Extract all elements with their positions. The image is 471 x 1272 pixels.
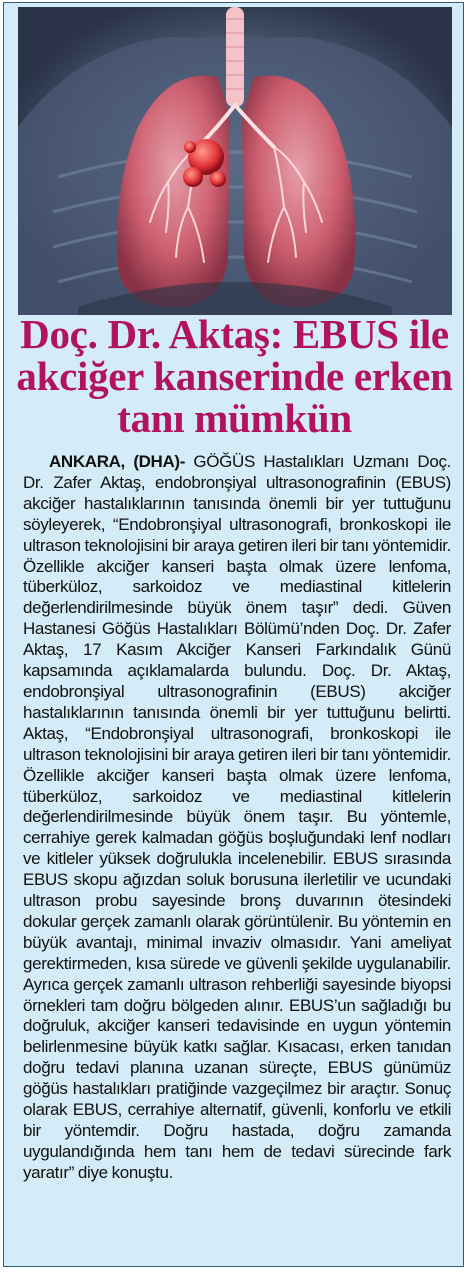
lungs-illustration — [18, 7, 452, 315]
article-text: GÖĞÜS Hastalıkları Uzmanı Doç. Dr. Zafer Aktaş, endobronşiyal ultrasonografinin (EBUS) akciğer hastalıklarının tanısında önemli bir yer tuttuğunu söyleyerek, “Endobronşiyal ultrasonografi, bronkoskopi ile ultrason teknolojisini bir araya getiren ileri bir tanı yöntemidir. Özellikle akciğer kanseri başta olmak üzere lenfoma, tüberküloz, sarkoidoz ve mediastinal kitlelerin değerlendirilmesinde büyük önem taşır” dedi. Güven Hastanesi Göğüs Hastalıkları Bölümü’nden Doç. Dr. Zafer Aktaş, 17 Kasım Akciğer Kanseri Farkındalık Günü kapsamında açıklamalarda bulundu. Doç. Dr. Aktaş, endobronşiyal ultrasonografinin (EBUS) akciğer hastalıklarının tanısında önemli bir yer tuttuğunu belirtti. Aktaş, “Endobronşiyal ultrasonografi, bronkoskopi ile ultrason teknolojisini bir araya getiren ileri bir tanı yöntemidir. Özellikle akciğer kanseri başta olmak üzere lenfoma, tüberküloz, sarkoidoz ve mediastinal kitlelerin değerlendirilmesinde büyük önem taşır. Bu yöntemle, cerrahiye gerek kalmadan göğüs boşluğundaki lenf nodları ve kitleler yüksek doğrulukla incelenebilir. EBUS sırasında EBUS skopu ağızdan soluk borusuna ilerletilir ve ucundaki ultrason probu sayesinde bronş duvarının ötesindeki dokular gerçek zamanlı olarak görüntülenir. Bu yöntemin en büyük avantajı, minimal invaziv olmasıdır. Yani ameliyat gerektirmeden, kısa sürede ve güvenli şekilde uygulanabilir. Ayrıca gerçek zamanlı ultrason rehberliği sayesinde biyopsi örnekleri tam doğru bölgeden alınır. EBUS’un sağladığı bu doğruluk, akciğer kanseri tedavisinde en uygun yöntemin belirlenmesine büyük katkı sağlar. Kısacası, erken tanıdan doğru tedavi planına uzanan süreçte, EBUS günümüz göğüs hastalıkları pratiğinde vazgeçilmez bir araçtır. Sonuç olarak EBUS, cerrahiye alternatif, güvenli, konforlu ve etkili bir yöntemdir. Doğru hastada, doğru zamanda uygulandığında hem tanı hem de tedavi sürecinde fark yaratır” diye konuştu. — [23, 452, 451, 1182]
article-headline: Doç. Dr. Aktaş: EBUS ile akciğer kanserinde erken tanı mümkün — [16, 311, 453, 441]
lungs-image-icon — [18, 7, 452, 315]
news-clipping — [3, 2, 464, 1267]
article-body — [23, 452, 451, 1184]
article-dateline: ANKARA, (DHA)- — [49, 452, 186, 471]
